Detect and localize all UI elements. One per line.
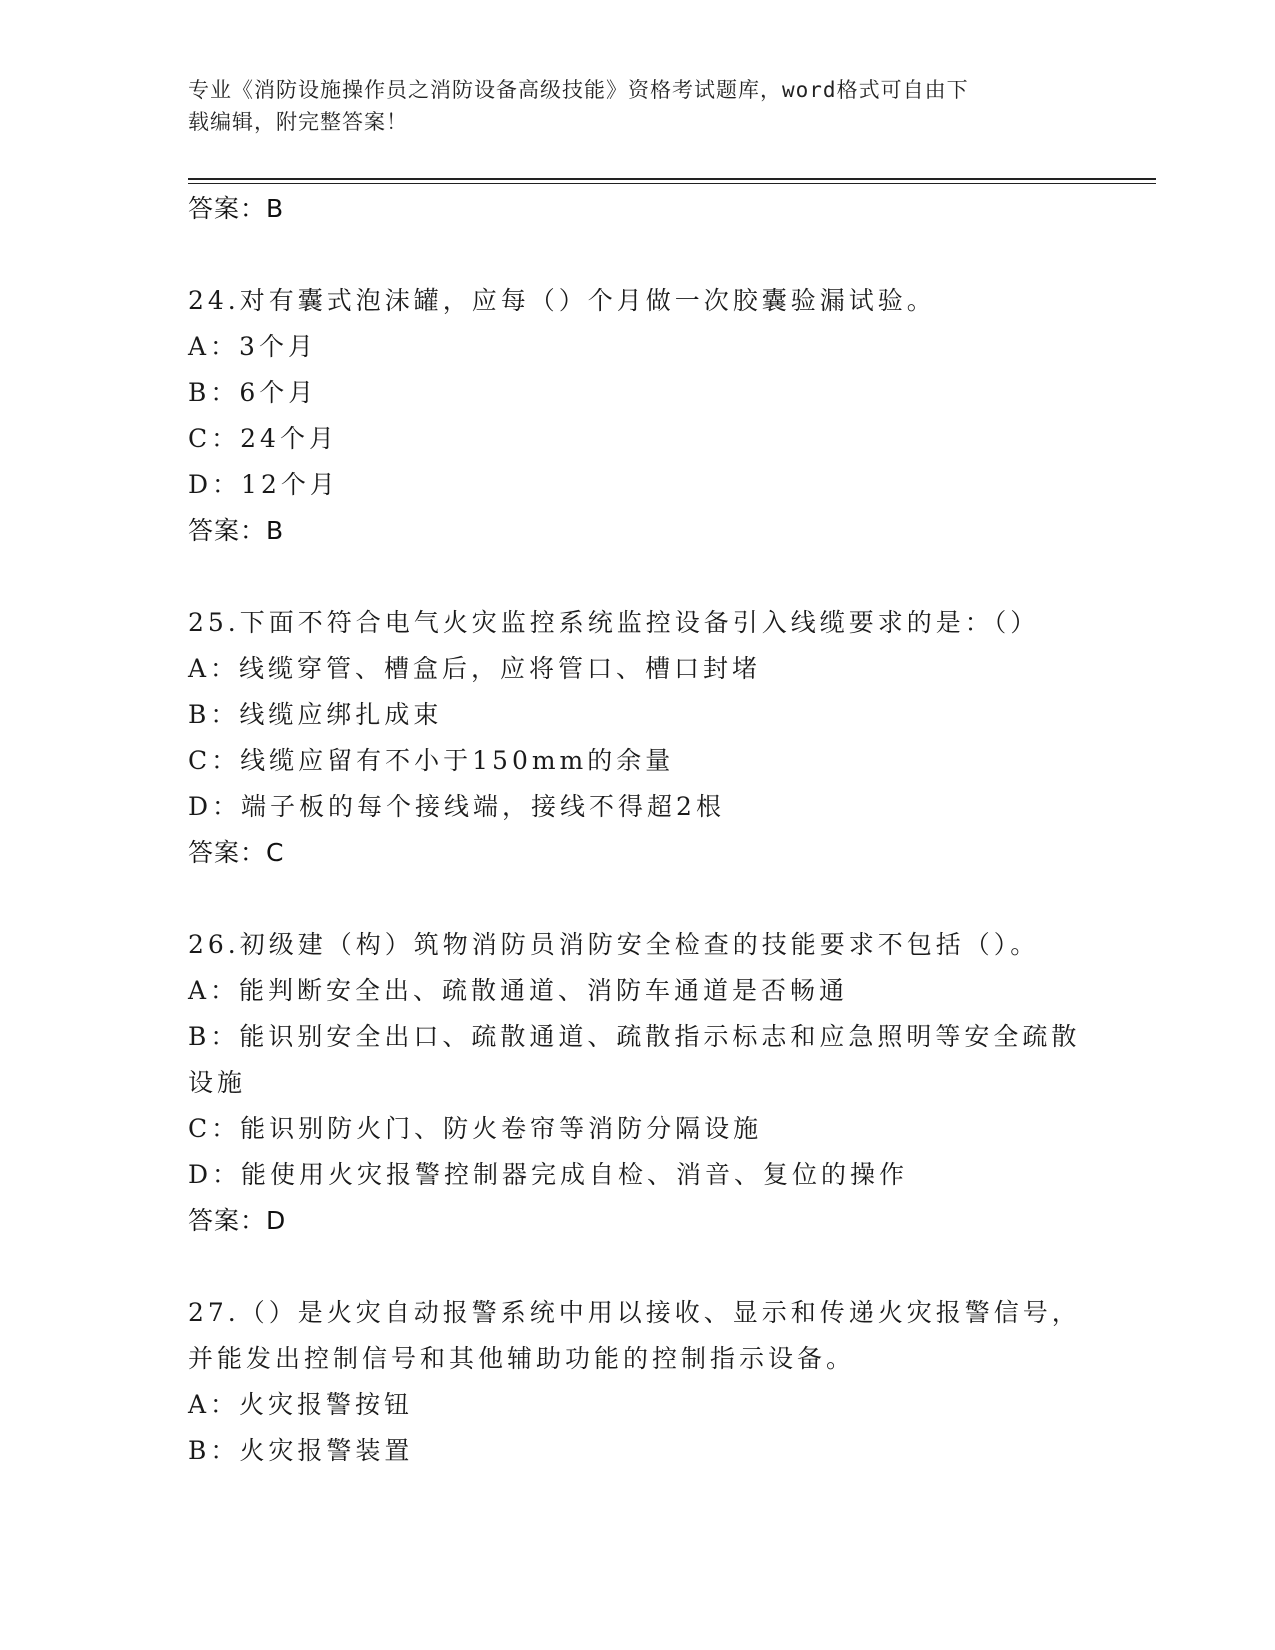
option-a: A：线缆穿管、槽盒后，应将管口、槽口封堵 <box>188 654 762 683</box>
option-d: D：12个月 <box>188 470 339 499</box>
document-header <box>188 74 1068 138</box>
option-a: A：火灾报警按钮 <box>188 1390 414 1419</box>
option-a: A：3个月 <box>188 332 317 361</box>
question-27 <box>188 1290 1088 1474</box>
question-24 <box>188 278 1088 554</box>
question-text: 24.对有囊式泡沫罐，应每（）个月做一次胶囊验漏试验。 <box>188 286 936 315</box>
header-rule <box>188 178 1156 180</box>
answer-line: 答案：D <box>188 1206 287 1235</box>
header-line-1: 专业《消防设施操作员之消防设备高级技能》资格考试题库，word格式可自由下 <box>188 78 969 102</box>
option-b: B：6个月 <box>188 378 318 407</box>
answer-line: 答案：C <box>188 838 285 867</box>
option-b: B：能识别安全出口、疏散通道、疏散指示标志和应急照明等安全疏散设施 <box>188 1022 1081 1097</box>
question-text: 27.（）是火灾自动报警系统中用以接收、显示和传递火灾报警信号，并能发出控制信号和其他辅助功能的控制指示设备。 <box>188 1298 1081 1373</box>
header-line-2: 载编辑，附完整答案！ <box>188 110 408 134</box>
question-list <box>188 186 1088 1474</box>
answer-line: 答案：B <box>188 516 285 545</box>
option-c: C：能识别防火门、防火卷帘等消防分隔设施 <box>188 1114 763 1143</box>
question-text: 25.下面不符合电气火灾监控系统监控设备引入线缆要求的是：（） <box>188 608 1040 637</box>
option-b: B：火灾报警装置 <box>188 1436 414 1465</box>
question-text: 26.初级建（构）筑物消防员消防安全检查的技能要求不包括（）。 <box>188 930 1040 959</box>
answer-line: 答案：B <box>188 194 285 223</box>
option-a: A：能判断安全出、疏散通道、消防车通道是否畅通 <box>188 976 849 1005</box>
option-c: C：24个月 <box>188 424 338 453</box>
option-d: D：能使用火灾报警控制器完成自检、消音、复位的操作 <box>188 1160 909 1189</box>
option-d: D：端子板的每个接线端，接线不得超2根 <box>188 792 725 821</box>
option-c: C：线缆应留有不小于150mm的余量 <box>188 746 675 775</box>
question-25 <box>188 600 1088 876</box>
header-rule-thin <box>188 183 1156 184</box>
option-b: B：线缆应绑扎成束 <box>188 700 443 729</box>
question-26 <box>188 922 1088 1244</box>
